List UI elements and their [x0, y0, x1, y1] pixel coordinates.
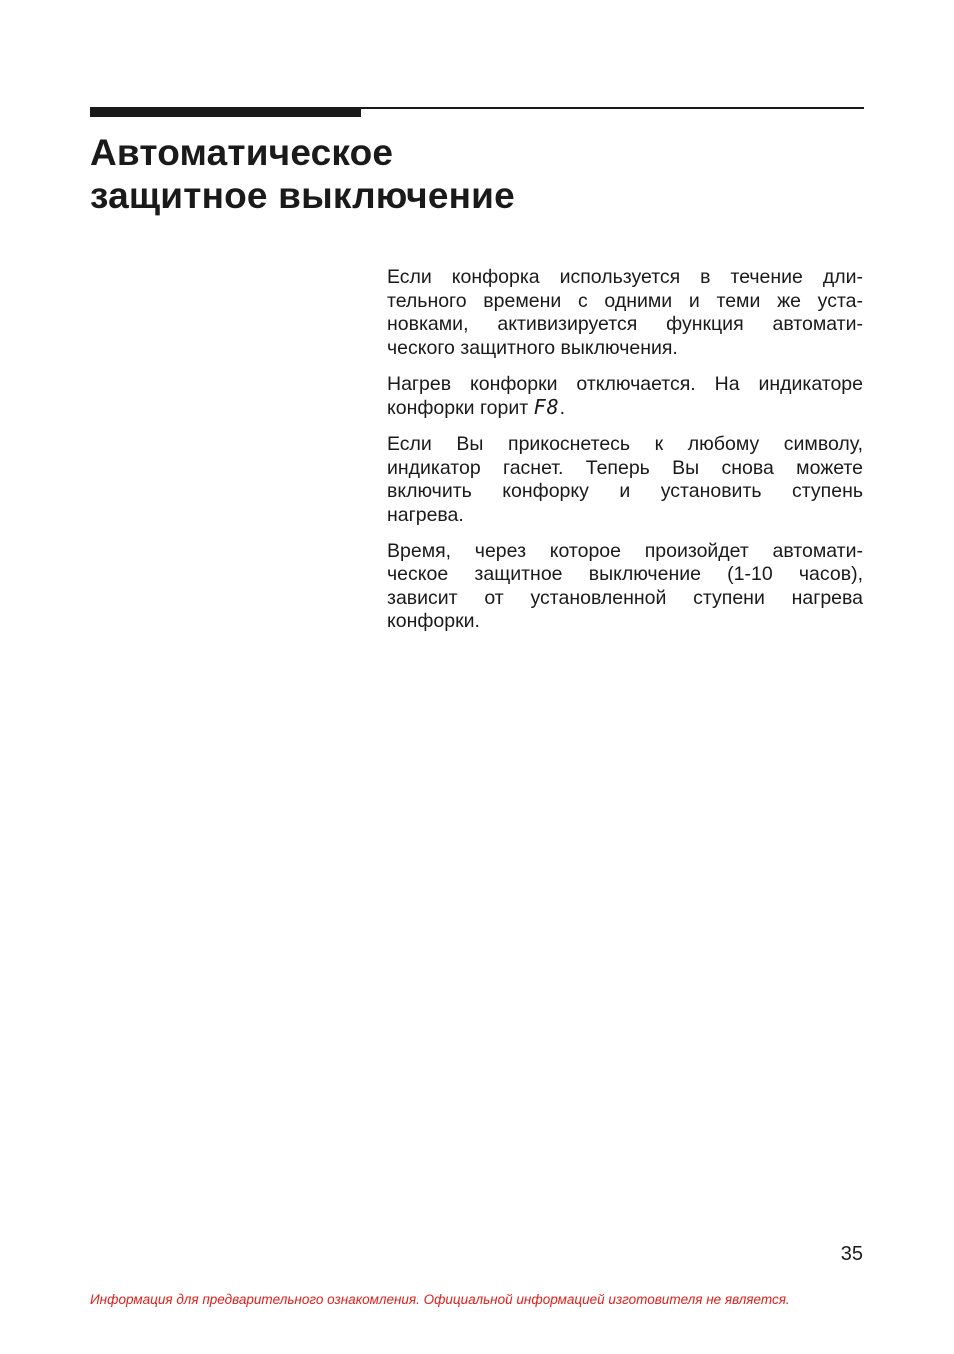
text-line: зависит от установленной ступени нагрева — [387, 586, 863, 609]
page-title-line-1: Автоматическое — [90, 132, 394, 173]
text-line: Нагрев конфорки отключается. На индикаторе — [387, 372, 863, 395]
text-fragment: конфорки горит — [387, 397, 529, 419]
indicator-code-display: F8 — [533, 395, 560, 419]
header-rule-thick — [90, 109, 361, 117]
text-line — [387, 396, 863, 421]
paragraph-touch-symbol — [387, 433, 863, 527]
text-line: тельного времени с одними и теми же уста- — [387, 289, 863, 312]
text-line: ческого защитного выключения. — [387, 336, 678, 359]
body-text — [387, 266, 863, 646]
paragraph-heating-off — [387, 373, 863, 421]
text-line: нагрева. — [387, 503, 464, 526]
text-line: Если конфорка используется в течение дли- — [387, 266, 863, 288]
text-line: Время, через которое произойдет автомати- — [387, 539, 863, 562]
paragraph-auto-shutoff-intro — [387, 266, 863, 360]
page-number: 35 — [840, 1243, 863, 1265]
text-line: новками, активизируется функция автомати- — [387, 313, 863, 335]
page-title-line-2: защитное выключение — [90, 175, 515, 216]
text-fragment: . — [559, 397, 566, 419]
text-line: конфорки. — [387, 610, 480, 632]
text-line: ческое защитное выключение (1-10 часов), — [387, 563, 863, 585]
footer-disclaimer: Информация для предварительного ознакомления. Официальной информацией изготовителя не является. — [90, 1292, 790, 1307]
paragraph-shutoff-time — [387, 540, 863, 634]
text-line: Если Вы прикоснетесь к любому символу, — [387, 433, 863, 455]
text-line: включить конфорку и установить ступень — [387, 480, 863, 502]
page-title — [90, 131, 515, 217]
text-line: индикатор гаснет. Теперь Вы снова можете — [387, 456, 863, 479]
